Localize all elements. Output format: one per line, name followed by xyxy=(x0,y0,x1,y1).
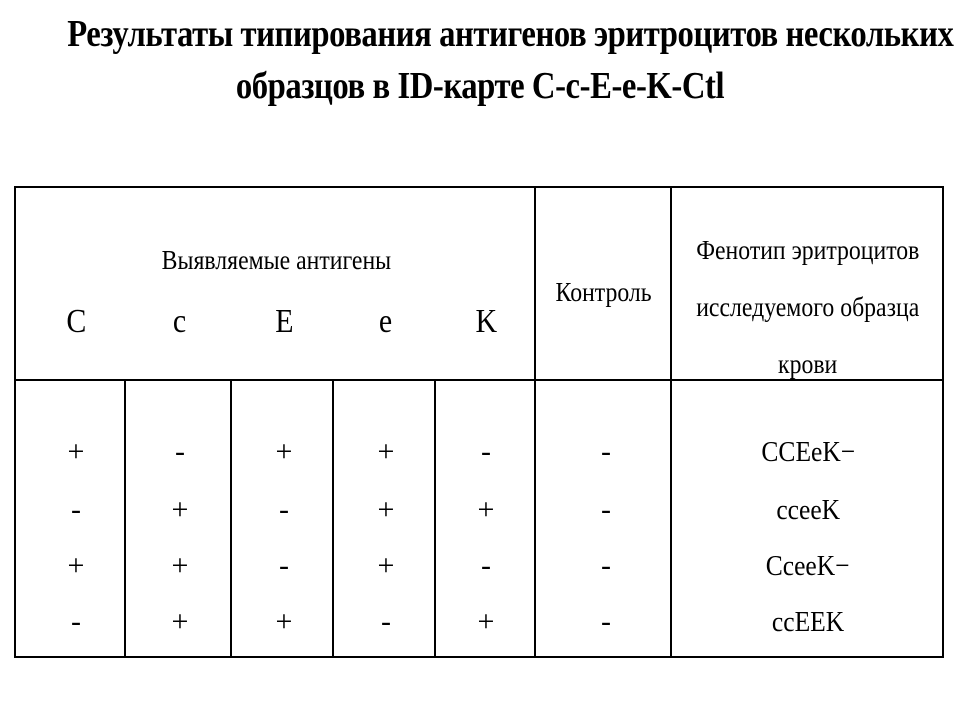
cell-e: + xyxy=(377,493,395,526)
cell-phenotype: CceeK− xyxy=(766,550,850,582)
cell-C: + xyxy=(67,549,85,582)
cell-C: - xyxy=(71,605,81,638)
phenotype-header: Фенотип эритроцитов исследуемого образца крови xyxy=(696,235,920,379)
detected-antigens-header: Выявляемые антигены xyxy=(161,245,391,275)
control-header: Контроль xyxy=(555,277,653,307)
antigen-header-c: c xyxy=(173,303,187,340)
cell-E: - xyxy=(279,493,289,526)
cell-E: - xyxy=(279,549,289,582)
cell-e: - xyxy=(381,605,391,638)
title-line-1: Результаты типирования антигенов эритроцитов нескольких xyxy=(67,13,954,55)
antigen-header-E: E xyxy=(274,303,294,340)
cell-phenotype: ccEEK xyxy=(771,606,845,638)
cell-e: + xyxy=(377,435,395,468)
cell-E: + xyxy=(275,435,293,468)
cell-control: - xyxy=(601,549,611,582)
cell-C: - xyxy=(71,493,81,526)
cell-e: + xyxy=(377,549,395,582)
antigen-typing-table xyxy=(14,186,944,658)
antigen-header-K: K xyxy=(475,303,497,340)
cell-c: + xyxy=(171,549,189,582)
cell-c: + xyxy=(171,605,189,638)
cell-K: + xyxy=(477,605,495,638)
page-title xyxy=(67,8,954,112)
cell-C: + xyxy=(67,435,85,468)
cell-phenotype: CCEeK− xyxy=(761,436,855,468)
title-line-2: образцов в ID-карте C-c-E-e-K-Ctl xyxy=(235,65,725,107)
cell-control: - xyxy=(601,605,611,638)
antigen-header-e: e xyxy=(379,303,393,340)
cell-K: + xyxy=(477,493,495,526)
cell-c: + xyxy=(171,493,189,526)
cell-K: - xyxy=(481,549,491,582)
cell-control: - xyxy=(601,435,611,468)
cell-K: - xyxy=(481,435,491,468)
cell-E: + xyxy=(275,605,293,638)
cell-phenotype: cceeK xyxy=(776,494,840,526)
cell-c: - xyxy=(175,435,185,468)
antigen-header-C: C xyxy=(66,303,86,340)
cell-control: - xyxy=(601,493,611,526)
